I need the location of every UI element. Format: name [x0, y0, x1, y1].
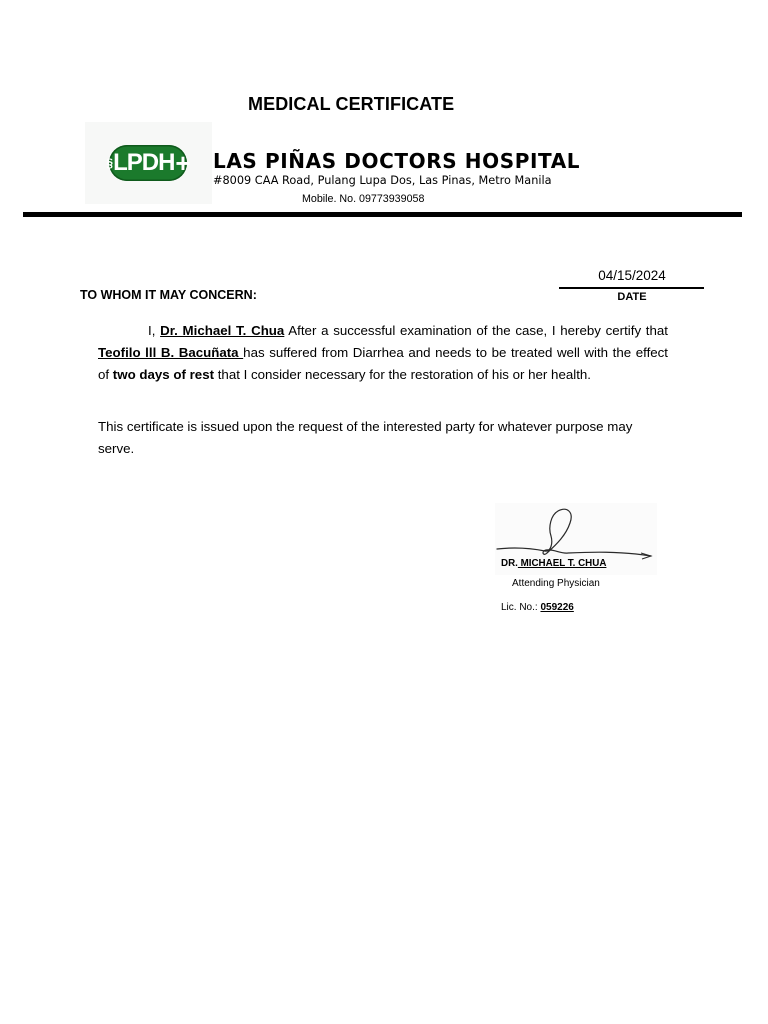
- certification-paragraph: [98, 320, 668, 386]
- license-value: 059226: [540, 602, 574, 613]
- para1-text-4: that I consider necessary for the restoration of his or her health.: [214, 367, 591, 382]
- certificate-title: MEDICAL CERTIFICATE: [248, 94, 455, 114]
- doctor-name: Dr. Michael T. Chua: [160, 323, 285, 338]
- date-label: DATE: [617, 291, 647, 303]
- license-label: Lic. No.:: [501, 602, 541, 613]
- hospital-mobile: Mobile. No. 09773939058: [302, 193, 425, 205]
- rest-duration: two days of rest: [112, 367, 215, 382]
- hospital-address: #8009 CAA Road, Pulang Lupa Dos, Las Pinas, Metro Manila: [213, 174, 552, 187]
- header-divider: [23, 212, 742, 217]
- cross-icon: +: [175, 147, 190, 178]
- patient-name: Teofilo lll B. Bacuñata: [98, 345, 244, 360]
- para1-text-2: After a successful examination of the case, I hereby certify that: [284, 323, 668, 338]
- caduceus-icon: §: [106, 156, 113, 170]
- lpdh-logo-badge: [106, 145, 190, 181]
- physician-name-text: MICHAEL T. CHUA: [517, 558, 607, 569]
- salutation: TO WHOM IT MAY CONCERN:: [80, 288, 257, 302]
- hospital-name: LAS PIÑAS DOCTORS HOSPITAL: [213, 149, 581, 173]
- logo-text: LPDH: [113, 149, 175, 176]
- physician-name: [501, 558, 606, 569]
- date-value: 04/15/2024: [598, 268, 666, 283]
- physician-prefix: DR.: [501, 558, 518, 569]
- physician-role: Attending Physician: [512, 578, 600, 589]
- para1-text-3: has suffered from Diarrhea and needs to be treated well with the effect of: [98, 345, 669, 382]
- date-underline: [559, 287, 704, 289]
- license-number: [501, 602, 574, 613]
- purpose-paragraph: This certificate is issued upon the request of the interested party for whatever purpose may serve.: [98, 419, 633, 456]
- hospital-logo: [85, 122, 212, 204]
- para1-text-1: I,: [148, 323, 161, 338]
